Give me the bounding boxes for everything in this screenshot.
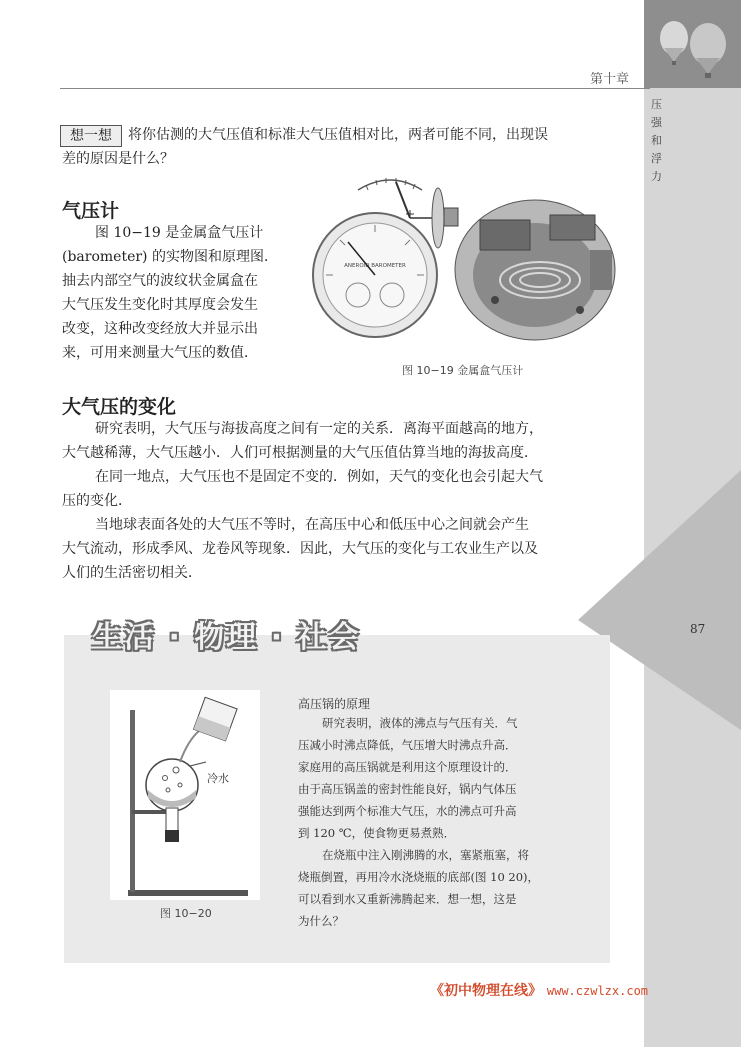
box-line: 压减小时沸点降低，气压增大时沸点升高． [298,738,517,752]
footer-brand: 《初中物理在线》 [430,983,542,999]
change-line: 当地球表面各处的大气压不等时，在高压中心和低压中心之间就会产生 [95,517,529,533]
barometer-line: 改变，这种改变经放大并显示出 [62,321,258,337]
think-text-line1: 将你估测的大气压值和标准大气压值相对比，两者可能不同，出现误 [128,127,548,143]
box-line: 可以看到水又重新沸腾起来．想一想，这是 [298,892,517,906]
chapter-label: 第十章 [590,72,630,87]
box-line: 由于高压锅盖的密封性能良好，锅内气体压 [298,782,517,796]
change-heading: 大气压的变化 [62,396,177,418]
figure-10-19-caption: 图 10−19 金属盒气压计 [402,364,524,377]
dial-text: ANEROID BAROMETER [344,263,406,269]
figure-10-20-caption: 图 10−20 [160,907,212,920]
section-banner: 生活 · 物理 · 社会 [92,620,361,655]
change-line: 研究表明，大气压与海拔高度之间有一定的关系．离海平面越高的地方， [95,421,543,437]
footer-watermark[interactable] [430,980,648,1000]
flask-figure [110,690,260,900]
change-line: 大气流动，形成季风、龙卷风等现象．因此，大气压的变化与工农业生产以及 [62,541,538,557]
think-label: 想一想 [60,125,122,147]
think-text-line2: 差的原因是什么？ [62,151,174,167]
barometer-line: 抽去内部空气的波纹状金属盒在 [62,273,258,289]
change-line: 在同一地点，大气压也不是固定不变的．例如，天气的变化也会引起大气 [95,469,543,485]
change-line: 大气越稀薄，大气压越小．人们可根据测量的大气压值估算当地的海拔高度． [62,445,538,461]
cold-water-label: 冷水 [207,772,229,785]
box-line: 强能达到两个标准大气压，水的沸点可升高 [298,804,517,818]
barometer-figure [310,170,630,355]
balloon-picture [644,0,741,88]
hot-air-balloon-icon [644,0,741,88]
box-line: 烧瓶倒置，再用冷水浇烧瓶的底部(图 10 20)， [298,870,540,884]
barometer-heading: 气压计 [62,200,120,222]
barometer-line: 大气压发生变化时其厚度会发生 [62,297,258,313]
box-line: 研究表明，液体的沸点与气压有关．气 [322,716,518,730]
barometer-line: 图 10−19 是金属盒气压计 [95,225,264,241]
header-rule [60,88,650,89]
barometer-line: 来，可用来测量大气压的数值． [62,345,258,361]
change-line: 人们的生活密切相关． [62,565,202,581]
box-title: 高压锅的原理 [298,697,371,711]
change-line: 压的变化． [62,493,132,509]
barometer-line: (barometer) 的实物图和原理图． [62,249,278,265]
side-section-label: 压强和浮力 [651,98,662,183]
box-line: 家庭用的高压锅就是利用这个原理设计的． [298,760,517,774]
box-line: 为什么？ [298,914,344,928]
box-line: 到 120 ℃，使食物更易煮熟． [298,826,456,840]
box-line: 在烧瓶中注入刚沸腾的水，塞紧瓶塞，将 [322,848,529,862]
footer-url[interactable]: www.czwlzx.com [546,984,649,998]
page-number: 87 [690,622,706,636]
